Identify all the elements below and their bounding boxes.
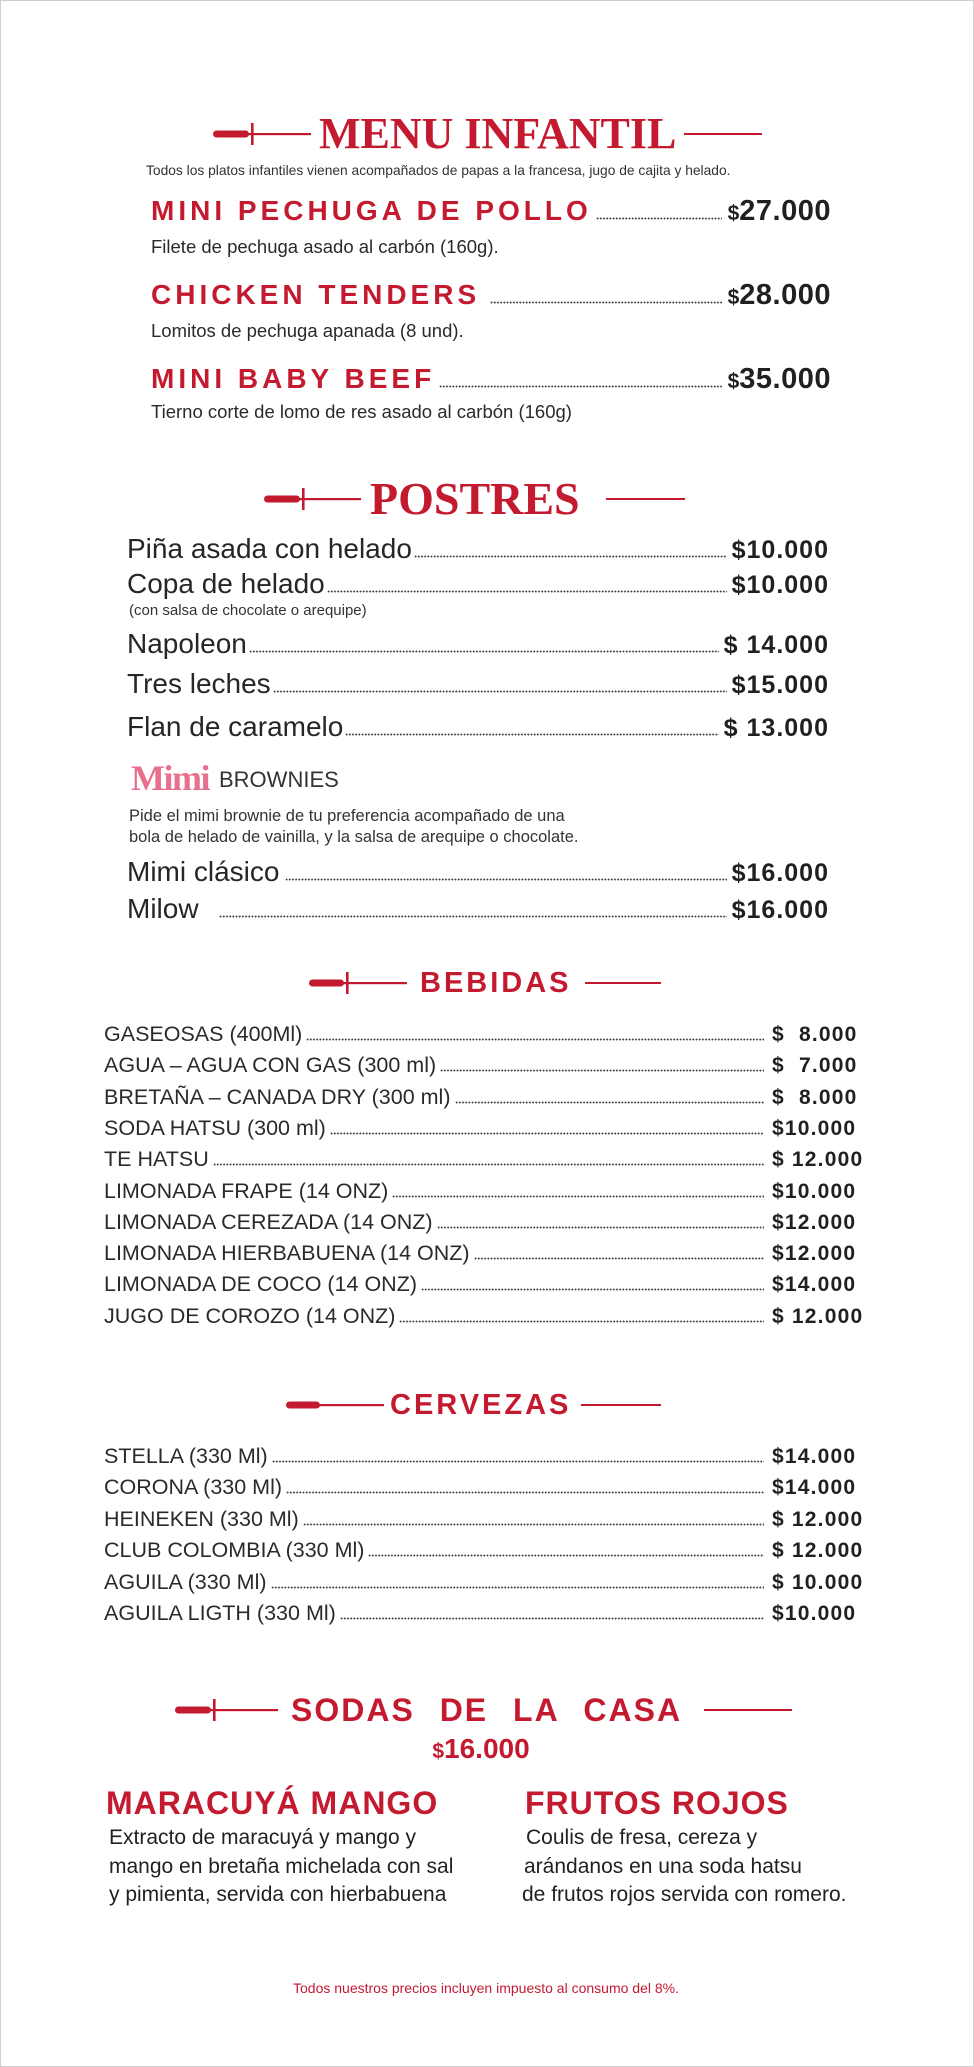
beer-item	[104, 1567, 864, 1598]
item-price: $ 8.000	[772, 1023, 858, 1046]
dot-leader	[421, 1288, 764, 1291]
drink-item	[104, 1019, 861, 1050]
item-name: TE HATSU	[104, 1147, 209, 1171]
flavor-description-line: mango en bretaña michelada con sal	[109, 1855, 454, 1878]
dot-leader	[213, 1163, 764, 1166]
beer-item	[104, 1441, 861, 1472]
postres-title: POSTRES	[370, 473, 580, 524]
drink-item	[104, 1176, 861, 1207]
beer-item	[104, 1535, 864, 1566]
item-name: Copa de helado	[127, 568, 325, 599]
menu-item	[151, 360, 831, 403]
item-price: $14.000	[772, 1445, 857, 1468]
divider-line	[585, 982, 661, 984]
item-name: LIMONADA FRAPE (14 ONZ)	[104, 1179, 389, 1203]
item-price: $ 7.000	[772, 1054, 858, 1077]
dot-leader	[286, 1491, 764, 1494]
item-price: $10.000	[731, 536, 829, 564]
dot-leader	[249, 650, 719, 653]
item-price: $ 13.000	[723, 714, 829, 742]
flavor-name: FRUTOS ROJOS	[525, 1785, 789, 1821]
mimi-brownies-label: BROWNIES	[219, 767, 339, 792]
item-price: $ 8.000	[772, 1086, 858, 1109]
item-name: SODA HATSU (300 ml)	[104, 1116, 326, 1140]
mimi-description-line: bola de helado de vainilla, y la salsa de arequipe o chocolate.	[129, 828, 579, 846]
item-name: AGUILA (330 Ml)	[104, 1570, 267, 1594]
menu-infantil-title: MENU INFANTIL	[319, 109, 677, 158]
item-price: $ 12.000	[772, 1539, 864, 1562]
item-name: Flan de caramelo	[127, 711, 344, 742]
beer-item	[104, 1504, 864, 1535]
item-price: $12.000	[772, 1211, 857, 1234]
menu-item	[151, 192, 831, 235]
knife-divider-icon	[286, 1393, 384, 1417]
item-note: (con salsa de chocolate o arequipe)	[129, 602, 367, 619]
dot-leader	[327, 590, 727, 593]
item-price: $16.000	[731, 859, 829, 887]
dot-leader	[219, 915, 727, 918]
beer-item	[104, 1598, 861, 1629]
mimi-description-line: Pide el mimi brownie de tu preferencia acompañado de una	[129, 807, 565, 825]
dot-leader	[273, 690, 727, 693]
item-name: CLUB COLOMBIA (330 Ml)	[104, 1538, 365, 1562]
dot-leader	[271, 1586, 765, 1589]
dot-leader	[340, 1617, 764, 1620]
divider-line	[606, 498, 685, 500]
bebidas-title: BEBIDAS	[420, 967, 572, 999]
dot-leader	[437, 1226, 764, 1229]
dessert-item	[127, 531, 829, 568]
item-name: AGUA – AGUA CON GAS (300 ml)	[104, 1053, 437, 1077]
item-name: Napoleon	[127, 628, 247, 659]
item-price: $16.000	[731, 896, 829, 924]
item-price: $14.000	[772, 1476, 857, 1499]
dessert-item	[127, 566, 829, 603]
menu-infantil-subtitle: Todos los platos infantiles vienen acompañados de papas a la francesa, jugo de cajita y helado.	[146, 163, 731, 178]
item-description: Tierno corte de lomo de res asado al carbón (160g)	[151, 401, 572, 422]
drink-item	[104, 1238, 861, 1269]
sodas-price	[381, 1732, 581, 1771]
item-price: $ 12.000	[772, 1148, 864, 1171]
dot-leader	[490, 301, 721, 304]
dot-leader	[306, 1038, 764, 1041]
dot-leader	[368, 1554, 764, 1557]
dot-leader	[455, 1101, 765, 1104]
item-price: $ 12.000	[772, 1305, 864, 1328]
item-name: AGUILA LIGTH (330 Ml)	[104, 1601, 336, 1625]
item-name: CORONA (330 Ml)	[104, 1475, 283, 1499]
item-price: $ 12.000	[772, 1508, 864, 1531]
drink-item	[104, 1113, 861, 1144]
currency-symbol: $	[727, 286, 740, 309]
item-name: Piña asada con helado	[127, 533, 412, 564]
item-price	[728, 276, 831, 319]
flavor-name: MARACUYÁ MANGO	[106, 1785, 439, 1821]
divider-line	[704, 1709, 792, 1711]
drink-item	[104, 1050, 861, 1081]
item-name: Tres leches	[127, 668, 271, 699]
item-name: MINI BABY BEEF	[151, 363, 436, 394]
item-price	[728, 360, 831, 403]
item-price: $12.000	[772, 1242, 857, 1265]
drink-item	[104, 1301, 864, 1332]
dot-leader	[285, 878, 726, 881]
drink-item	[104, 1207, 861, 1238]
currency-symbol: $	[727, 370, 740, 393]
item-price: $10.000	[772, 1602, 857, 1625]
knife-divider-icon	[175, 1698, 278, 1722]
item-price: $ 10.000	[772, 1571, 864, 1594]
item-name: Milow	[127, 893, 199, 924]
item-name: LIMONADA HIERBABUENA (14 ONZ)	[104, 1241, 470, 1265]
item-name: BRETAÑA – CANADA DRY (300 ml)	[104, 1085, 451, 1109]
item-price: $10.000	[772, 1117, 857, 1140]
item-name: STELLA (330 Ml)	[104, 1444, 268, 1468]
dessert-item	[127, 626, 829, 663]
item-name: CHICKEN TENDERS	[151, 279, 481, 310]
dot-leader	[345, 733, 718, 736]
item-price: $15.000	[731, 671, 829, 699]
drink-item	[104, 1269, 861, 1300]
mimi-logo: Mimi	[131, 758, 209, 798]
flavor-description-line: y pimienta, servida con hierbabuena	[109, 1883, 447, 1906]
knife-divider-icon	[264, 487, 361, 511]
divider-line	[581, 1404, 661, 1406]
brownie-item	[127, 891, 829, 928]
dot-leader	[474, 1257, 764, 1260]
flavor-description-line: Coulis de fresa, cereza y	[526, 1826, 758, 1849]
currency-symbol: $	[727, 202, 740, 225]
brownie-item	[127, 854, 829, 891]
flavor-description-line: de frutos rojos servida con romero.	[522, 1883, 847, 1906]
item-name: GASEOSAS (400Ml)	[104, 1022, 303, 1046]
item-price: $14.000	[772, 1273, 857, 1296]
divider-line	[684, 133, 762, 135]
sodas-title: SODAS DE LA CASA	[291, 1692, 683, 1728]
beer-item	[104, 1472, 861, 1503]
dot-leader	[272, 1460, 764, 1463]
item-name: HEINEKEN (330 Ml)	[104, 1507, 299, 1531]
dot-leader	[392, 1195, 764, 1198]
item-price	[728, 192, 831, 235]
flavor-description-line: Extracto de maracuyá y mango y	[109, 1826, 416, 1849]
item-name: Mimi clásico	[127, 856, 280, 887]
drink-item	[104, 1144, 864, 1175]
dot-leader	[596, 217, 722, 220]
dot-leader	[439, 385, 721, 388]
knife-divider-icon	[309, 971, 407, 995]
item-name: JUGO DE COROZO (14 ONZ)	[104, 1304, 396, 1328]
flavor-description-line: arándanos en una soda hatsu	[524, 1855, 802, 1878]
dot-leader	[303, 1523, 764, 1526]
dot-leader	[330, 1132, 764, 1135]
currency-symbol: $	[432, 1740, 445, 1763]
item-description: Filete de pechuga asado al carbón (160g).	[151, 236, 499, 257]
item-name: LIMONADA DE COCO (14 ONZ)	[104, 1272, 417, 1296]
price-amount: 27.000	[739, 195, 831, 227]
menu-item	[151, 276, 831, 319]
item-name: MINI PECHUGA DE POLLO	[151, 195, 592, 226]
item-price: $ 14.000	[723, 631, 829, 659]
item-description: Lomitos de pechuga apanada (8 und).	[151, 320, 464, 341]
dot-leader	[414, 555, 727, 558]
item-name: LIMONADA CEREZADA (14 ONZ)	[104, 1210, 433, 1234]
price-amount: 16.000	[444, 1733, 530, 1764]
cervezas-title: CERVEZAS	[390, 1389, 572, 1421]
knife-divider-icon	[213, 122, 311, 146]
item-price: $10.000	[772, 1180, 857, 1203]
tax-footer-note: Todos nuestros precios incluyen impuesto al consumo del 8%.	[293, 1980, 679, 1996]
drink-item	[104, 1082, 861, 1113]
dot-leader	[440, 1069, 764, 1072]
dot-leader	[399, 1320, 764, 1323]
item-price: $10.000	[731, 571, 829, 599]
price-amount: 35.000	[739, 363, 831, 395]
price-amount: 28.000	[739, 279, 831, 311]
dessert-item	[127, 709, 829, 746]
dessert-item	[127, 666, 829, 703]
